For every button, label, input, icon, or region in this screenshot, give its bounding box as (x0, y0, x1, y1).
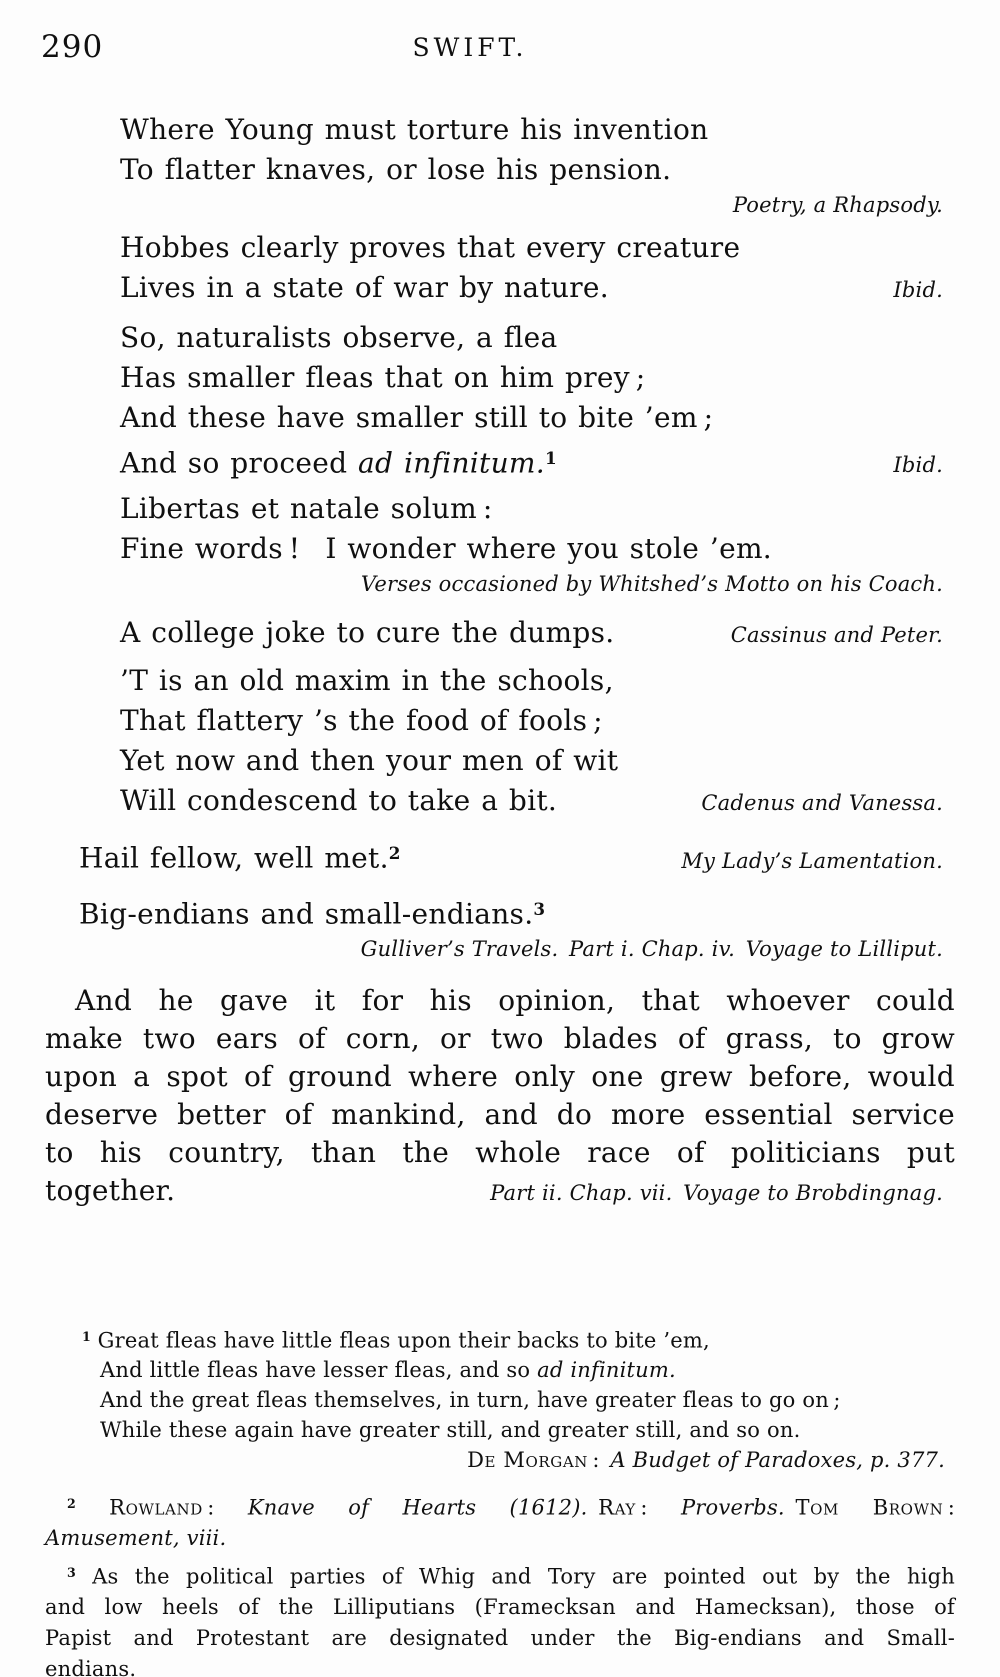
verse-line: Will condescend to take a bit. (120, 784, 558, 818)
quote-attribution: Ibid. (893, 278, 943, 302)
verse-line: Has smaller fleas that on him prey ; (120, 361, 646, 394)
footnote-line: and low heels of the Lilliputians (Framecksan and Hamecksan), those of (45, 1595, 955, 1620)
quote-block (45, 833, 955, 878)
quote-block (45, 661, 955, 821)
footnote-line: $^2$ Rowland : Knave of Hearts (1612). Ray : Proverbs. Tom Brown : (67, 1495, 955, 1520)
quote-attribution: My Lady’s Lamentation. (681, 848, 943, 873)
footnote-3 (45, 1557, 955, 1677)
footnote-1 (45, 1322, 955, 1445)
quote-attribution: Cadenus and Vanessa. (701, 791, 943, 816)
verse-line: And so proceed ad infinitum.$^1$ (120, 446, 557, 480)
page-header (41, 29, 955, 70)
footnote-line: $^3$ As the political parties of Whig and Tory are pointed out by the high (67, 1564, 955, 1589)
footnote-line: $^1$ Great fleas have little fleas upon their backs to bite ’em, (82, 1328, 710, 1353)
quote-attribution: Poetry, a Rhapsody. (732, 193, 943, 217)
footnote-line: While these again have greater still, and greater still, and so on. (100, 1418, 801, 1443)
verse-line: So, naturalists observe, a flea (120, 321, 558, 354)
quote-block (45, 318, 955, 483)
prose-last-line (45, 1172, 955, 1210)
prose-line: deserve better of mankind, and do more essential service (45, 1098, 955, 1132)
footnote-line: endians. (45, 1657, 137, 1677)
verse-row (120, 613, 955, 653)
page-number: 290 (41, 29, 104, 65)
prose-attribution: Part ii. Chap. vii. Voyage to Brobdingnag. (490, 1181, 943, 1206)
verse-row (120, 268, 955, 308)
verse-line: Yet now and then your men of wit (120, 744, 619, 778)
footnote-line: Amusement, viii. (45, 1525, 227, 1550)
verse-line: Where Young must torture his invention (120, 113, 709, 146)
verse-line: Libertas et natale solum : (120, 492, 493, 526)
verse-line: Big-endians and small-endians.$^3$ (79, 897, 546, 931)
footnote-attribution: De Morgan : A Budget of Paradoxes, p. 377. (467, 1448, 945, 1473)
prose-line: together. (45, 1174, 176, 1208)
verse-row (120, 438, 955, 483)
running-title: SWIFT. (412, 33, 528, 62)
quote-block (45, 228, 955, 308)
quote-block (45, 110, 955, 220)
quote-block (45, 489, 955, 599)
quote-attribution: Cassinus and Peter. (730, 623, 943, 648)
prose-line: to his country, than the whole race of politicians put (45, 1136, 955, 1170)
verse-row (120, 781, 955, 821)
verse-line: ’T is an old maxim in the schools, (120, 664, 614, 698)
footnote-line: And the great fleas themselves, in turn, have greater fleas to go on ; (100, 1388, 841, 1413)
prose-line: And he gave it for his opinion, that whoever could (75, 984, 955, 1018)
verse-line: And these have smaller still to bite ’em ; (120, 401, 714, 434)
verse-line: To flatter knaves, or lose his pension. (120, 153, 672, 186)
verse-line: Lives in a state of war by nature. (120, 271, 610, 304)
verse-line: Hobbes clearly proves that every creature (120, 231, 741, 264)
footnote-line: Papist and Protestant are designated under the Big-endians and Small- (45, 1626, 955, 1651)
prose-paragraph (45, 982, 955, 1210)
verse-line: That flattery ’s the food of fools ; (120, 704, 603, 738)
quote-attribution: Verses occasioned by Whitshed’s Motto on his Coach. (360, 572, 943, 597)
prose-line: upon a spot of ground where only one grew before, would (45, 1060, 955, 1094)
quote-block (45, 889, 955, 964)
verse-row (79, 833, 955, 878)
quote-attribution: Ibid. (893, 453, 943, 478)
footnote-2 (45, 1489, 955, 1552)
footnotes-section (45, 1322, 955, 1677)
quote-block (45, 613, 955, 653)
verse-line: Hail fellow, well met.$^2$ (79, 841, 401, 875)
quote-attribution: Gulliver’s Travels. Part i. Chap. iv. Voyage to Lilliput. (360, 937, 943, 962)
verse-line: Fine words ! I wonder where you stole ’em. (120, 532, 772, 566)
verse-line: A college joke to cure the dumps. (120, 616, 615, 650)
footnote-line: And little fleas have lesser fleas, and so ad infinitum. (100, 1358, 676, 1383)
prose-line: make two ears of corn, or two blades of grass, to grow (45, 1022, 955, 1056)
